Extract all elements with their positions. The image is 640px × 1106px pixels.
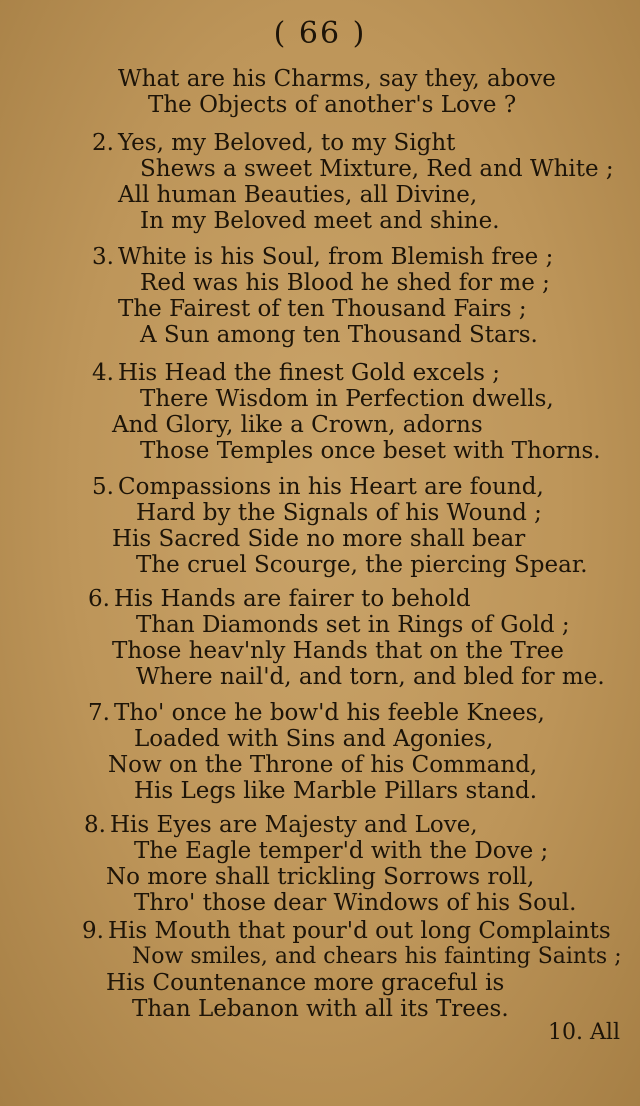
stanza-line: 9. His Mouth that pour'd out long Complaints — [82, 918, 611, 944]
stanza-line: In my Beloved meet and shine. — [140, 208, 500, 234]
stanza-line: 5. Compassions in his Heart are found, — [92, 474, 544, 500]
stanza-number: 8. — [84, 812, 106, 838]
stanza-number: 3. — [92, 244, 114, 270]
stanza-line: 3. White is his Soul, from Blemish free ; — [92, 244, 554, 270]
stanza-line: No more shall trickling Sorrows roll, — [106, 864, 535, 890]
stanza-line: 4. His Head the finest Gold excels ; — [92, 360, 500, 386]
stanza-line: Those heav'nly Hands that on the Tree — [112, 638, 564, 664]
stanza-line: The Eagle temper'd with the Dove ; — [134, 838, 549, 864]
stanza-line: 7. Tho' once he bow'd his feeble Knees, — [88, 700, 545, 726]
stanza-line: Where nail'd, and torn, and bled for me. — [136, 664, 605, 690]
stanza-line: The cruel Scourge, the piercing Spear. — [136, 552, 588, 578]
stanza-line: The Fairest of ten Thousand Fairs ; — [118, 296, 527, 322]
stanza-line: His Sacred Side no more shall bear — [112, 526, 526, 552]
stanza-number: 5. — [92, 474, 114, 500]
stanza-line: His Countenance more graceful is — [106, 970, 505, 996]
catchword: 10. All — [548, 1020, 620, 1045]
stanza-number: 9. — [82, 918, 104, 944]
stanza-number: 2. — [92, 130, 114, 156]
stanza-line: Hard by the Signals of his Wound ; — [136, 500, 542, 526]
stanza-line: Than Diamonds set in Rings of Gold ; — [136, 612, 570, 638]
stanza-line: A Sun among ten Thousand Stars. — [140, 322, 538, 348]
opening-line: The Objects of another's Love ? — [148, 92, 517, 118]
stanza-line: 8. His Eyes are Majesty and Love, — [84, 812, 478, 838]
stanza-line: Now smiles, and chears his fainting Saints ; — [132, 944, 622, 969]
stanza-line: All human Beauties, all Divine, — [118, 182, 478, 208]
stanza-line: 2. Yes, my Beloved, to my Sight — [92, 130, 456, 156]
stanza-line: Red was his Blood he shed for me ; — [140, 270, 550, 296]
stanza-line: His Legs like Marble Pillars stand. — [134, 778, 538, 804]
page-number: ( 66 ) — [273, 16, 367, 51]
stanza-line: And Glory, like a Crown, adorns — [112, 412, 483, 438]
stanza-line: Those Temples once beset with Thorns. — [140, 438, 601, 464]
stanza-line: Thro' those dear Windows of his Soul. — [134, 890, 577, 916]
stanza-line: Now on the Throne of his Command, — [108, 752, 538, 778]
stanza-line: Shews a sweet Mixture, Red and White ; — [140, 156, 614, 182]
stanza-line: 6. His Hands are fairer to behold — [88, 586, 471, 612]
stanza-line: Than Lebanon with all its Trees. — [132, 996, 509, 1022]
stanza-line: Loaded with Sins and Agonies, — [134, 726, 494, 752]
stanza-number: 4. — [92, 360, 114, 386]
stanza-number: 7. — [88, 700, 110, 726]
stanza-number: 6. — [88, 586, 110, 612]
opening-line: What are his Charms, say they, above — [118, 66, 556, 92]
stanza-line: There Wisdom in Perfection dwells, — [140, 386, 554, 412]
